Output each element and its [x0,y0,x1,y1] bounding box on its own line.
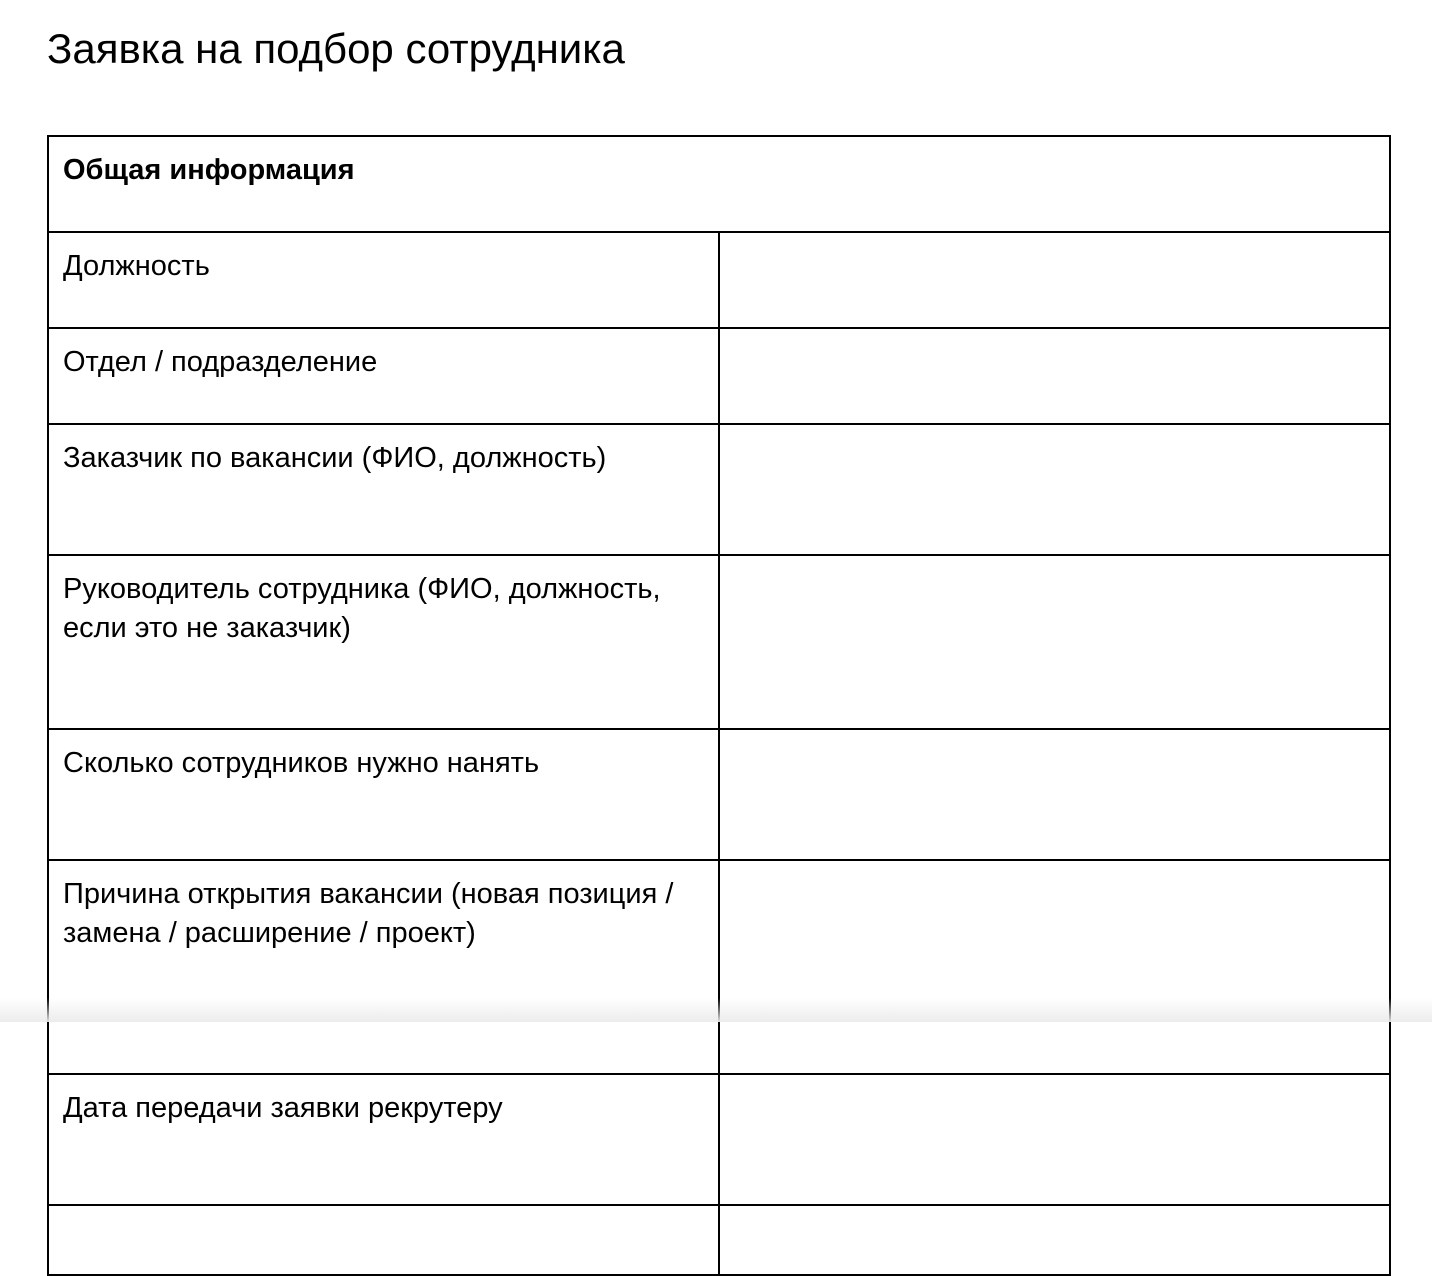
row-label-vacancy-customer: Заказчик по вакансии (ФИО, должность) [48,424,719,555]
row-label-employee-manager: Руководитель сотрудника (ФИО, должность, если это не заказчик) [48,555,719,729]
row-label-request-date: Дата передачи заявки рекрутеру [48,1074,719,1205]
row-label-position: Должность [48,232,719,328]
row-value-vacancy-customer[interactable] [719,424,1390,555]
row-label-vacancy-reason: Причина открытия вакансии (новая позиция / замена / расширение / проект) [48,860,719,1074]
row-label-department: Отдел / подразделение [48,328,719,424]
row-value-position[interactable] [719,232,1390,328]
row-value-cutoff[interactable] [719,1205,1390,1275]
row-label-headcount: Сколько сотрудников нужно нанять [48,729,719,860]
table-row [48,328,1390,424]
page-title: Заявка на подбор сотрудника [47,25,625,72]
table-row [48,424,1390,555]
table-row [48,232,1390,328]
table-row-partial [48,1205,1390,1275]
section-header-cell: Общая информация [48,136,1390,232]
table-row [48,555,1390,729]
row-value-request-date[interactable] [719,1074,1390,1205]
row-value-department[interactable] [719,328,1390,424]
table-row [48,1074,1390,1205]
row-value-employee-manager[interactable] [719,555,1390,729]
general-info-table [47,135,1391,1276]
row-value-vacancy-reason[interactable] [719,860,1390,1074]
row-value-headcount[interactable] [719,729,1390,860]
table-header-row [48,136,1390,232]
table-row [48,729,1390,860]
row-label-cutoff [48,1205,719,1275]
table-row [48,860,1390,1074]
